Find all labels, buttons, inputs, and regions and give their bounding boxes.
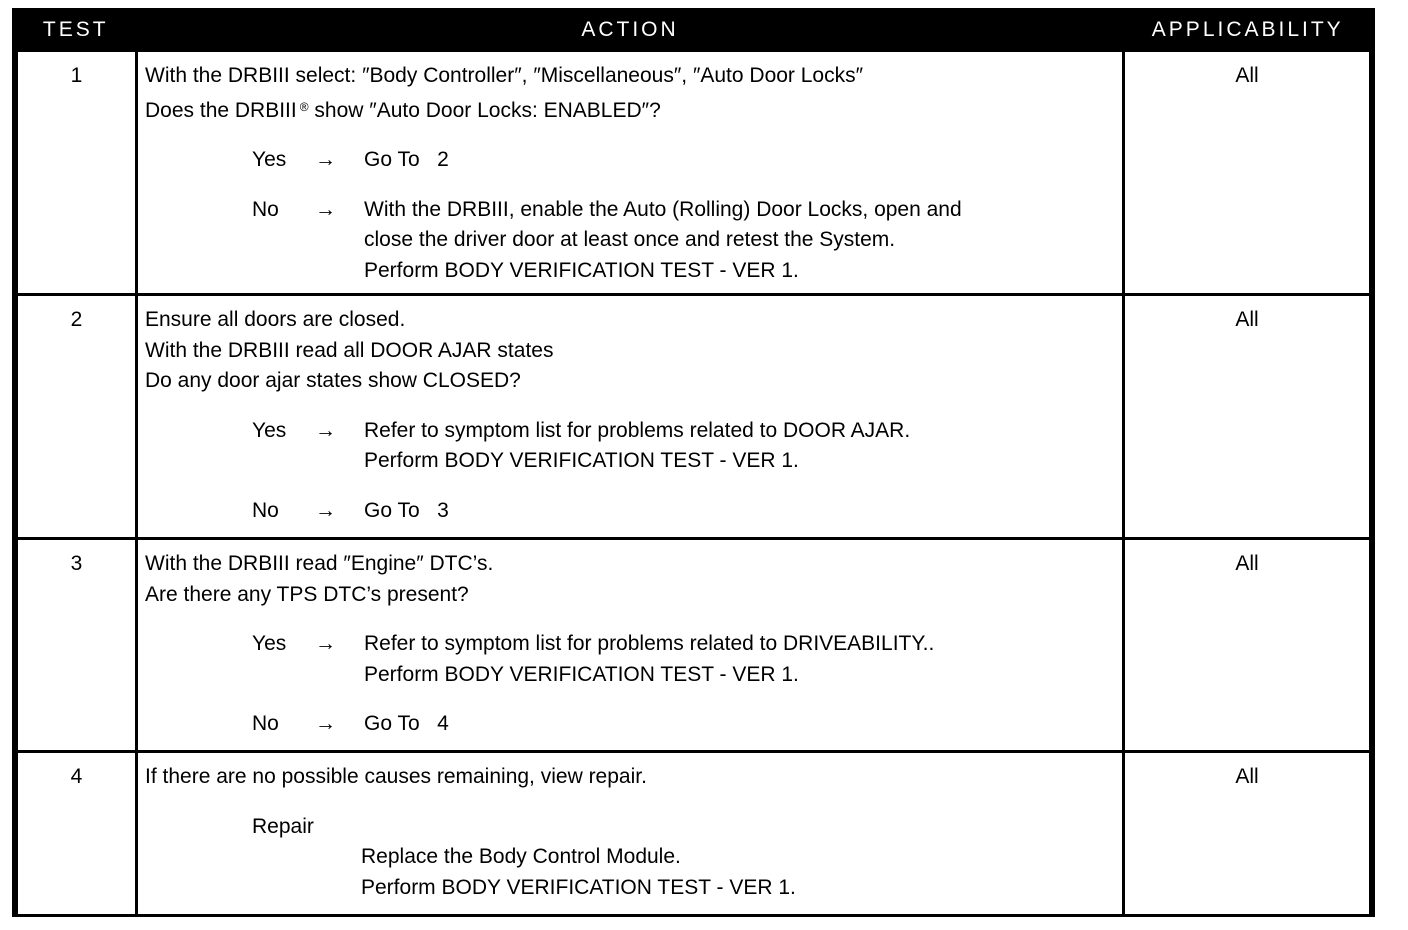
action-cell [137, 51, 1124, 295]
yes-text: Refer to symptom list for problems related to DOOR AJAR. [364, 418, 911, 442]
registered-mark: ® [299, 99, 309, 114]
header-test: TEST [17, 11, 137, 51]
question-line: With the DRBIII read ″Engine″ DTC’s. [145, 552, 494, 575]
yes-text: Perform BODY VERIFICATION TEST - VER 1. [364, 449, 799, 472]
header-row [17, 11, 1371, 51]
no-option [145, 709, 1118, 740]
header-action: ACTION [137, 11, 1124, 51]
no-text: Go To 3 [364, 498, 449, 522]
repair-label: Repair [252, 814, 314, 838]
arrow-icon: → [315, 632, 336, 655]
no-text: With the DRBIII, enable the Auto (Rolling) Door Locks, open and [364, 197, 962, 221]
applicability-value: All [1124, 51, 1371, 295]
arrow-icon: → [315, 712, 336, 735]
question-line [145, 92, 1118, 127]
action-cell [137, 295, 1124, 539]
yes-label: Yes [252, 418, 287, 442]
arrow-icon: → [315, 148, 336, 171]
no-text: Perform BODY VERIFICATION TEST - VER 1. [364, 258, 799, 282]
yes-label: Yes [252, 632, 287, 655]
yes-option [145, 145, 1118, 176]
question-line: Are there any TPS DTC’s present? [145, 582, 469, 606]
header-applicability: APPLICABILITY [1124, 11, 1371, 51]
yes-text: Refer to symptom list for problems related to DRIVEABILITY.. [364, 632, 935, 655]
table-row [17, 295, 1371, 539]
no-option [145, 496, 1118, 527]
diagnostic-test-table [12, 8, 1375, 917]
applicability-value: All [1124, 539, 1371, 752]
action-cell [137, 539, 1124, 752]
arrow-icon: → [315, 197, 336, 221]
test-number: 1 [17, 51, 137, 295]
repair-text: Replace the Body Control Module. [361, 845, 681, 868]
arrow-icon: → [315, 498, 336, 522]
repair-text: Perform BODY VERIFICATION TEST - VER 1. [361, 875, 796, 899]
question-text: show ″Auto Door Locks: ENABLED″? [308, 98, 661, 122]
table-row [17, 51, 1371, 295]
no-option [145, 195, 1118, 287]
yes-label: Yes [252, 148, 287, 171]
question-line: Do any door ajar states show CLOSED? [145, 369, 521, 392]
action-cell [137, 752, 1124, 916]
question-text: Does the DRBIII [145, 98, 297, 122]
yes-option [145, 629, 1118, 690]
question-line: With the DRBIII select: ″Body Controller″, ″Miscellaneous″, ″Auto Door Locks″ [145, 64, 864, 87]
test-number: 2 [17, 295, 137, 539]
test-table [15, 11, 1372, 917]
table-row [17, 752, 1371, 916]
no-label: No [252, 712, 279, 735]
no-text: Go To 4 [364, 712, 449, 735]
question-line: If there are no possible causes remaining, view repair. [145, 765, 647, 788]
yes-text: Go To 2 [364, 148, 449, 171]
arrow-icon: → [315, 418, 336, 442]
yes-option [145, 416, 1118, 477]
applicability-value: All [1124, 295, 1371, 539]
applicability-value: All [1124, 752, 1371, 916]
no-label: No [252, 197, 279, 221]
yes-text: Perform BODY VERIFICATION TEST - VER 1. [364, 662, 799, 686]
test-number: 3 [17, 539, 137, 752]
no-text: close the driver door at least once and retest the System. [364, 228, 896, 251]
no-label: No [252, 498, 279, 522]
question-line: Ensure all doors are closed. [145, 308, 406, 331]
question-line: With the DRBIII read all DOOR AJAR states [145, 338, 554, 362]
test-number: 4 [17, 752, 137, 916]
table-row [17, 539, 1371, 752]
